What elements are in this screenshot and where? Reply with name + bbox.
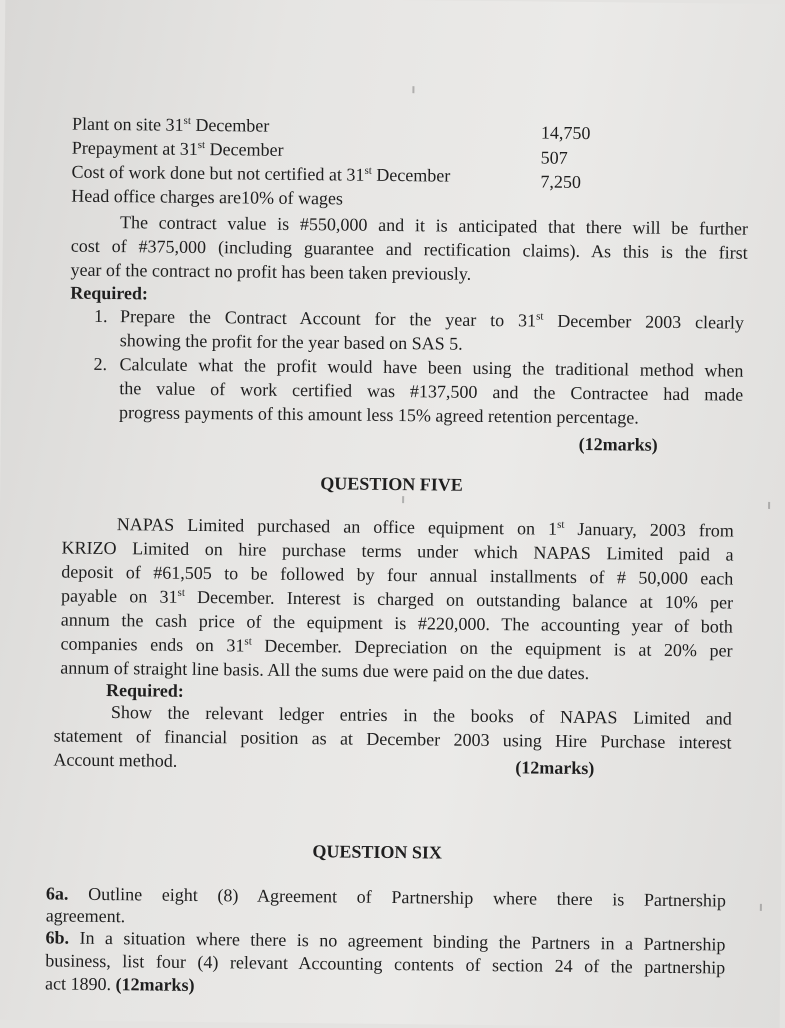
paper-speck [412, 86, 414, 93]
list-item-line: the value of work certified was #137,500 and the Contractee had made [119, 378, 744, 405]
schedule-row-value: 7,250 [540, 171, 582, 192]
paragraph-line: business, list four (4) relevant Accounting contents of section 24 of the partnership [45, 950, 726, 978]
list-number: 2. [93, 353, 108, 375]
paper-speck [402, 496, 404, 503]
schedule-row-label: Cost of work done but not certified at 31st December [71, 161, 451, 186]
paragraph-line: year of the contract no profit has been taken previously. [70, 259, 472, 284]
required-label: Required: [70, 282, 149, 304]
paragraph-line: annum the cash price of the equipment is #220,000. The accounting year of both [60, 609, 733, 637]
required-label: Required: [106, 680, 184, 701]
paragraph-line: The contract value is #550,000 and it is anticipated that there will be further [119, 212, 749, 239]
list-item-line: progress payments of this amount less 15% agreed retention percentage. [118, 402, 639, 428]
schedule-row-value: 14,750 [540, 122, 591, 144]
list-item-line: Prepare the Contract Account for the year to 31st December 2003 clearly [119, 306, 745, 333]
paragraph-line: NAPAS Limited purchased an office equipment on 1st January, 2003 from [116, 514, 734, 541]
paragraph-line: KRIZO Limited on hire purchase terms under which NAPAS Limited paid a [61, 537, 734, 565]
paragraph-line: Show the relevant ledger entries in the books of NAPAS Limited and [110, 702, 732, 729]
paragraph-line: statement of financial position as at December 2003 using Hire Purchase interest [53, 725, 732, 753]
list-number: 1. [93, 305, 108, 327]
paragraph-line: 6b. In a situation where there is no agreement binding the Partners in a Partnership [45, 927, 726, 955]
paragraph-line: annum of straight line basis. All the sums due were paid on the due dates. [60, 657, 590, 684]
schedule-row-label: Plant on site 31st December [71, 113, 270, 136]
paragraph-line: payable on 31st December. Interest is charged on outstanding balance at 10% per [61, 585, 734, 613]
paper-speck [760, 904, 762, 911]
list-item-line: showing the profit for the year based on SAS 5. [119, 330, 463, 354]
question-heading: QUESTION SIX [312, 841, 443, 863]
schedule-table [5, 0, 785, 209]
paragraph-line: cost of #375,000 (including guarantee and rectification claims). As this is the first [70, 235, 748, 263]
paragraph-line: deposit of #61,505 to be followed by four annual installments of # 50,000 each [61, 561, 734, 589]
paper-speck [768, 502, 770, 509]
paragraph-line: act 1890. (12marks) [44, 973, 195, 995]
schedule-row-value: 507 [540, 147, 568, 168]
marks-label: (12marks) [578, 433, 658, 455]
list-item-line: Calculate what the profit would have been using the traditional method when [119, 354, 744, 381]
paragraph-line: 6a. Outline eight (8) Agreement of Partnership where there is Partnership [45, 883, 727, 911]
paragraph-line: agreement. [45, 905, 126, 927]
paragraph-line: Account method. [53, 749, 178, 771]
marks-label: (12marks) [515, 757, 595, 779]
paragraph-line: companies ends on 31st December. Depreciation on the equipment is at 20% per [60, 633, 733, 661]
schedule-row-label: Head office charges are10% of wages [71, 185, 344, 209]
schedule-row-label: Prepayment at 31st December [71, 137, 284, 160]
question-heading: QUESTION FIVE [320, 473, 463, 495]
